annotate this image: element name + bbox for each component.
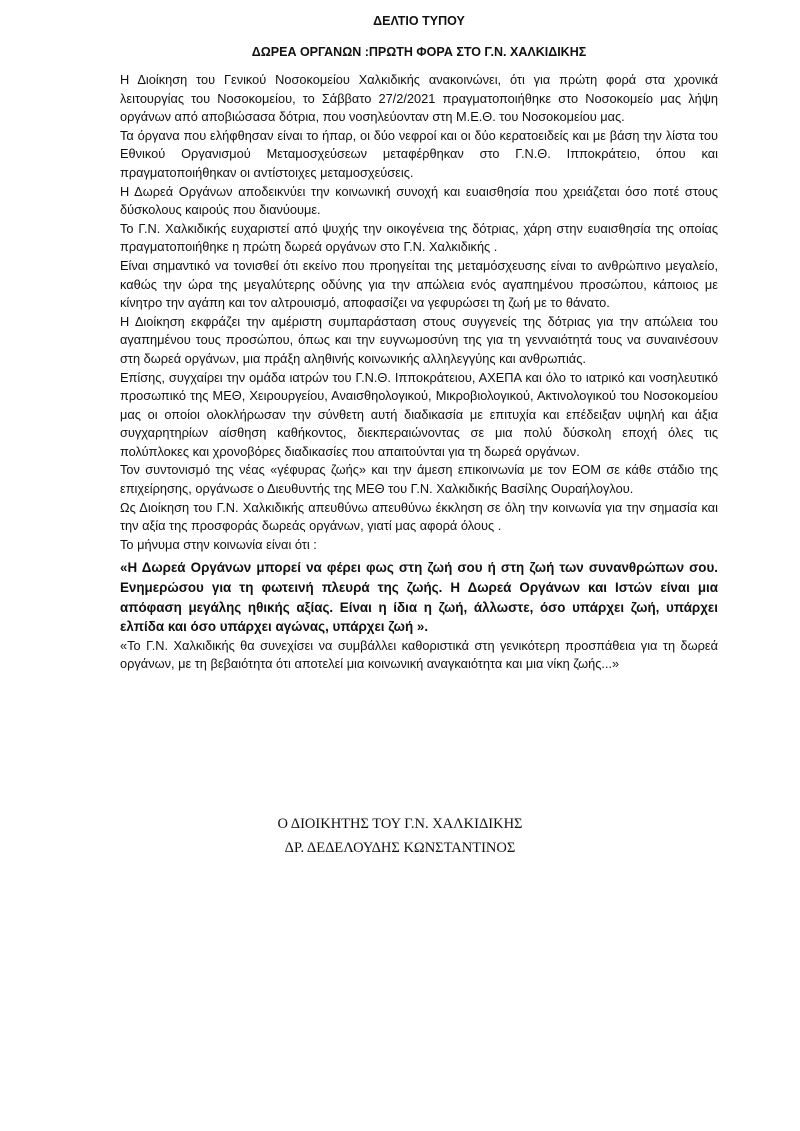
paragraph: Είναι σημαντικό να τονισθεί ότι εκείνο που προηγείται της μεταμόσχευσης είναι το ανθρώπινο μεγαλείο, καθώς την ώρα της μεγαλύτερης οδύνης για την απώλεια ενός αγαπημένου προσώπου, κάποιος με κίνητρο την αγάπη και τον αλτρουισμό, αποφασίζει να γεφυρώσει τη ζωή με το θάνατο. <box>120 257 718 311</box>
paragraph: Τον συντονισμό της νέας «γέφυρας ζωής» και την άμεση επικοινωνία με τον ΕΟΜ σε κάθε στάδιο της επιχείρησης, οργάνωσε ο Διευθυντής της ΜΕΘ του Γ.Ν. Χαλκιδικής Βασίλης Ουραήλογλου. <box>120 462 718 497</box>
paragraph: Το Γ.Ν. Χαλκιδικής ευχαριστεί από ψυχής την οικογένεια της δότριας, χάρη στην ευαισθησία της οποίας πραγματοποιήθηκε η πρώτη δωρεά οργάνων στο Γ.Ν. Χαλκιδικής . <box>120 220 718 255</box>
bold-quote-paragraph: «Η Δωρεά Οργάνων μπορεί να φέρει φως στη ζωή σου ή στη ζωή των συνανθρώπων σου. Ενημερώσου για τη φωτεινή πλευρά της ζωής. Η Δωρεά Οργάνων και Ιστών είναι μια απόφαση μεγάλης ηθικής αξίας. Είναι η ίδια η ζωή, άλλωστε, όσο υπάρχει ζωή, υπάρχει ελπίδα και όσο υπάρχει αγώνας, υπάρχει ζωή ». <box>120 560 718 635</box>
paragraph: Η Διοίκηση του Γενικού Νοσοκομείου Χαλκιδικής ανακοινώνει, ότι για πρώτη φορά στα χρονικά λειτουργίας του Νοσοκομείου, το Σάββατο 27/2/2021 πραγματοποιήθηκε στο Νοσοκομείο μας λήψη οργάνων από αποβιώσασα δότρια, που νοσηλεύονταν στη Μ.Ε.Θ. του Νοσοκομείου μας. <box>120 72 718 125</box>
paragraph: Τα όργανα που ελήφθησαν είναι το ήπαρ, οι δύο νεφροί και οι δύο κερατοειδείς και με βάση την λίστα του Εθνικού Οργανισμού Μεταμοσχεύσεων μεταφέρθηκαν στο Γ.Ν.Θ. Ιπποκράτειο, όπου και πραγματοποιήθηκαν οι αντίστοιχες μεταμοσχεύσεις. <box>120 127 718 180</box>
paragraph: Η Διοίκηση εκφράζει την αμέριστη συμπαράσταση στους συγγενείς της δότριας για την απώλεια του αγαπημένου τους προσώπου, όπως και την ευγνωμοσύνη της για τη γενναιότητά τους να συναινέσουν στη δωρεά οργάνων, μια πράξη αληθινής κοινωνικής αλληλεγγύης και ανθρωπιάς. <box>120 313 718 366</box>
paragraph: Η Δωρεά Οργάνων αποδεικνύει την κοινωνική συνοχή και ευαισθησία που χρειάζεται όσο ποτέ στους δύσκολους καιρούς που διανύουμε. <box>120 183 718 218</box>
document-body <box>120 71 718 674</box>
closing-paragraph: «Το Γ.Ν. Χαλκιδικής θα συνεχίσει να συμβάλλει καθοριστικά στη γενικότερη προσπάθεια για τη δωρεά οργάνων, με τη βεβαιότητα ότι αποτελεί μια κοινωνική αναγκαιότητα και μια νίκη ζωής...» <box>120 637 718 672</box>
paragraph: Επίσης, συγχαίρει την ομάδα ιατρών του Γ.Ν.Θ. Ιπποκράτειου, ΑΧΕΠΑ και όλο το ιατρικό και νοσηλευτικό προσωπικό της ΜΕΘ, Χειρουργείου, Αναισθηολογικού, Μικροβιολογικού, Ακτινολογικού του Νοσοκομείου μας οι οποίοι ολοκλήρωσαν την σύνθετη αυτή διαδικασία με επιτυχία και επέδειξαν υψηλή και άξια συγχαρητηρίων αίσθηση καθήκοντος, διεκπεραιώνοντας σε μια πολύ δύσκολη εποχή όλες τις πολύπλοκες και χρονοβόρες διαδικασίες που απαιτούνται για τη δωρεά οργάνων. <box>120 369 718 459</box>
paragraph: Ως Διοίκηση του Γ.Ν. Χαλκιδικής απευθύνω απευθύνω έκκληση σε όλη την κοινωνία για την σημασία και την αξία της προσφοράς δωρεάς οργάνων, γιατί μας αφορά όλους . <box>120 499 718 534</box>
document-type-heading: ΔΕΛΤΙΟ ΤΥΠΟΥ <box>373 14 465 28</box>
paragraph: Το μήνυμα στην κοινωνία είναι ότι : <box>120 536 317 552</box>
signature-role: Ο ΔΙΟΙΚΗΤΗΣ ΤΟΥ Γ.Ν. ΧΑΛΚΙΔΙΚΗΣ <box>277 816 523 832</box>
signature-name: ΔΡ. ΔΕΔΕΛΟΥΔΗΣ ΚΩΝΣΤΑΝΤΙΝΟΣ <box>284 840 516 856</box>
document-title: ΔΩΡΕΑ ΟΡΓΑΝΩΝ :ΠΡΩΤΗ ΦΟΡΑ ΣΤΟ Γ.Ν. ΧΑΛΚΙΔΙΚΗΣ <box>251 45 587 59</box>
